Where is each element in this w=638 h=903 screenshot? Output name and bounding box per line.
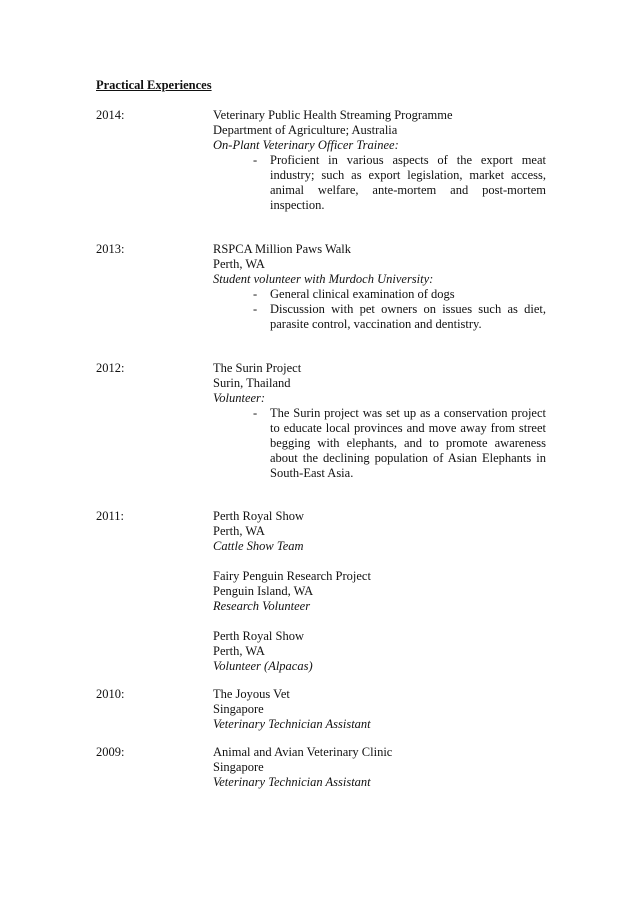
entry-location: Perth, WA — [213, 524, 265, 538]
bullet-item — [213, 287, 546, 302]
entry-year: 2010: — [96, 687, 125, 701]
entry-role: Cattle Show Team — [213, 539, 304, 553]
entry-location: Penguin Island, WA — [213, 584, 314, 598]
entry-role: Student volunteer with Murdoch University: — [213, 272, 434, 286]
experience-entry-2011 — [96, 509, 546, 674]
entry-year: 2013: — [96, 242, 125, 256]
bullet-list — [213, 153, 546, 213]
entry-year: 2011: — [96, 509, 125, 523]
entry-year: 2014: — [96, 108, 125, 122]
entry-organization: The Surin Project — [213, 361, 302, 375]
entry-location: Perth, WA — [213, 644, 265, 658]
entry-organization: Veterinary Public Health Streaming Programme — [213, 108, 453, 122]
bullet-dash: - — [253, 302, 258, 316]
entry-year: 2012: — [96, 361, 125, 375]
entry-location: Surin, Thailand — [213, 376, 291, 390]
bullet-item — [213, 153, 546, 213]
bullet-text: Discussion with pet owners on issues such as diet, parasite control, vaccination and dentistry. — [270, 302, 546, 331]
entry-organization: RSPCA Million Paws Walk — [213, 242, 352, 256]
entry-role: Veterinary Technician Assistant — [213, 775, 371, 789]
bullet-dash: - — [253, 287, 258, 301]
experience-entry-2014 — [96, 108, 546, 213]
sub-entry — [213, 629, 546, 674]
sub-entry — [213, 569, 546, 614]
entry-year: 2009: — [96, 745, 125, 759]
entry-role: Research Volunteer — [213, 599, 311, 613]
entry-organization: Animal and Avian Veterinary Clinic — [213, 745, 393, 759]
bullet-list — [213, 406, 546, 481]
bullet-dash: - — [253, 153, 258, 167]
entry-role: Volunteer: — [213, 391, 266, 405]
entry-location: Singapore — [213, 702, 264, 716]
bullet-text: General clinical examination of dogs — [270, 287, 455, 301]
entry-location: Singapore — [213, 760, 264, 774]
entry-organization: Perth Royal Show — [213, 629, 304, 643]
entry-role: Volunteer (Alpacas) — [213, 659, 313, 673]
entry-role: On-Plant Veterinary Officer Trainee: — [213, 138, 399, 152]
entry-organization: The Joyous Vet — [213, 687, 290, 701]
bullet-item — [213, 406, 546, 481]
entry-organization: Fairy Penguin Research Project — [213, 569, 371, 583]
section-title: Practical Experiences — [96, 78, 212, 92]
entry-role: Veterinary Technician Assistant — [213, 717, 371, 731]
entry-location: Department of Agriculture; Australia — [213, 123, 398, 137]
bullet-dash: - — [253, 406, 258, 420]
bullet-text: Proficient in various aspects of the export meat industry; such as export legislation, market access, animal welfare, ante-mortem and post-mortem inspection. — [270, 153, 546, 212]
experience-entry-2010 — [96, 687, 546, 732]
experience-entry-2013 — [96, 242, 546, 332]
entry-organization: Perth Royal Show — [213, 509, 304, 523]
experience-entry-2009 — [96, 745, 546, 790]
entry-location: Perth, WA — [213, 257, 265, 271]
experience-entry-2012 — [96, 361, 546, 481]
bullet-list — [213, 287, 546, 332]
bullet-text: The Surin project was set up as a conservation project to educate local provinces and move away from street begging with elephants, and to promote awareness about the declining population of Asian Elephants in South-East Asia. — [270, 406, 546, 480]
bullet-item — [213, 302, 546, 332]
